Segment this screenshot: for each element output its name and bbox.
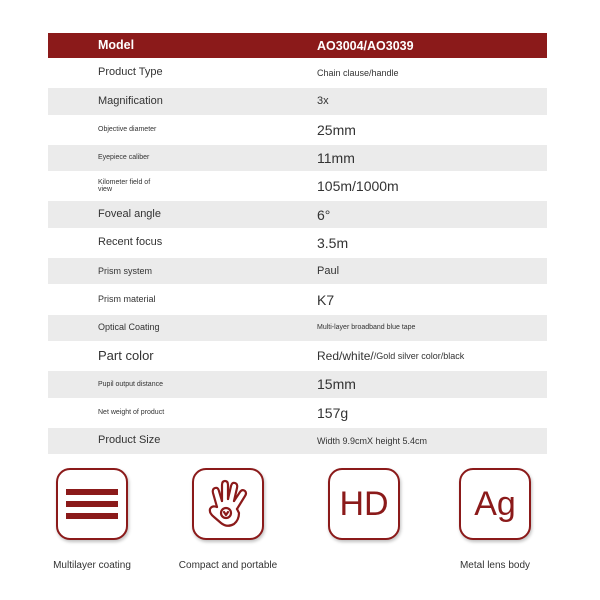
spec-row [48,315,547,343]
spec-value: 25mm [317,121,356,138]
spec-value: 3x [317,95,329,108]
hd-icon [328,468,400,540]
spec-label: Product Size [98,434,161,447]
spec-label: Prism system [98,265,152,276]
spec-value: Paul [317,265,340,278]
spec-row [48,88,547,116]
spec-header-value: AO3004/AO3039 [317,38,414,53]
feature-label: Compact and portable [178,560,278,571]
feature-multilayer-coating [32,462,152,571]
spec-row [48,286,547,314]
spec-value: Red/white/ [317,349,374,364]
spec-label: Foveal angle [98,207,161,220]
multilayer-coating-icon [56,468,128,540]
feature-compact-portable [168,462,288,571]
spec-label: Kilometer field of view [98,178,151,194]
spec-row [48,173,547,201]
spec-label: Pupil output distance [98,380,163,388]
spec-value: 105m/1000m [317,178,399,195]
spec-row [48,117,547,145]
feature-strip [0,462,600,600]
spec-value: 15mm [317,376,356,393]
spec-value: 6° [317,206,331,223]
spec-row [48,428,547,456]
spec-label: Eyepiece caliber [98,154,150,162]
spec-row [48,201,547,229]
spec-value: Chain clause/handle [317,68,399,79]
ag-badge-text: Ag [474,485,516,523]
spec-value-group [317,343,464,369]
spec-value: Width 9.9cmX height 5.4cm [317,436,428,446]
spec-value: 157g [317,404,349,421]
spec-value: Multi-layer broadband blue tape [317,324,416,332]
spec-row [48,400,547,428]
spec-label: Magnification [98,94,163,107]
hd-badge-text: HD [339,485,389,523]
spec-value: 3.5m [317,234,349,251]
spec-header-row [48,33,547,60]
spec-table [48,33,547,456]
spec-value-extra: /Gold silver color/black [373,351,465,362]
spec-value: K7 [317,291,335,308]
feature-hd [304,462,424,560]
spec-row [48,60,547,88]
feature-label: Multilayer coating [53,560,131,571]
spec-label: Recent focus [98,236,163,249]
spec-label: Optical Coating [98,322,160,333]
spec-row [48,145,547,173]
spec-label: Product Type [98,66,163,79]
compact-hand-icon [192,468,264,540]
feature-label: Metal lens body [459,560,531,571]
spec-label: Part color [98,348,154,364]
spec-row [48,371,547,399]
spec-value: 11mm [317,150,355,167]
spec-row [48,343,547,371]
spec-label: Net weight of product [98,409,165,417]
feature-metal-lens-body [435,462,555,571]
spec-label: Objective diameter [98,126,157,134]
silver-ag-icon [459,468,531,540]
spec-label: Prism material [98,293,156,304]
spec-row [48,258,547,286]
spec-header-label: Model [98,37,135,52]
spec-row [48,230,547,258]
